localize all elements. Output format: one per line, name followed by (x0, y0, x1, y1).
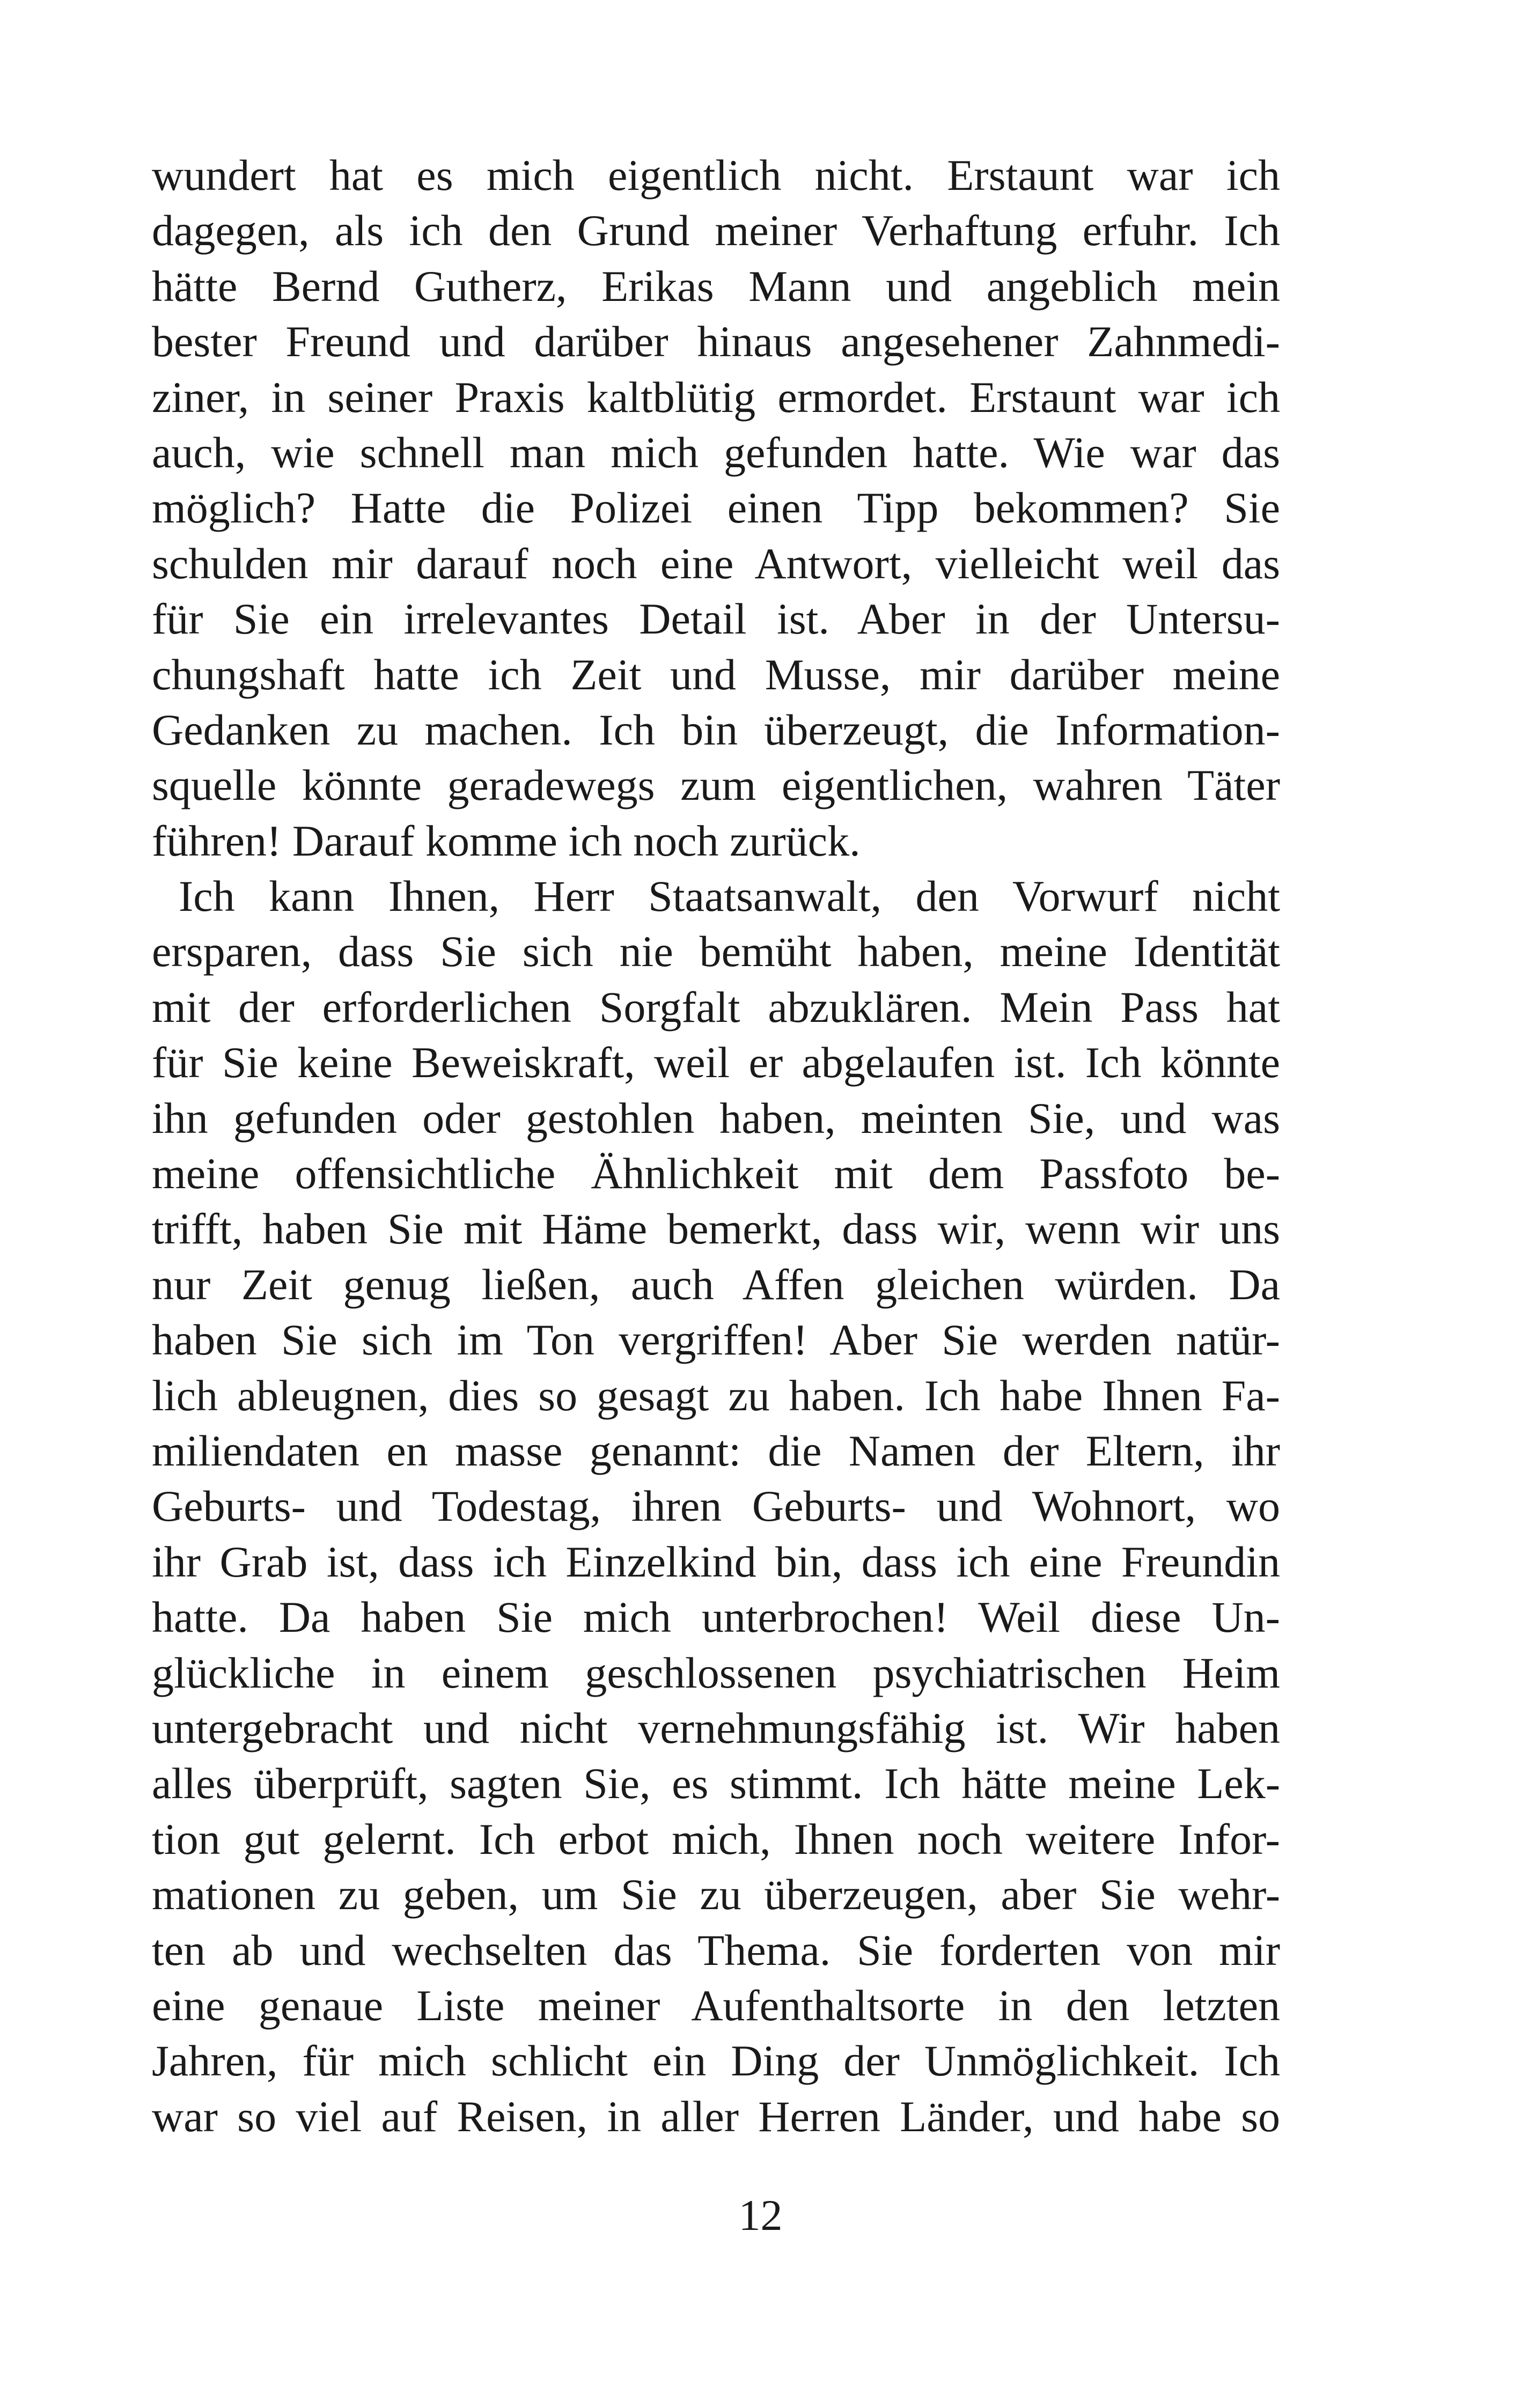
text-line: glückliche in einem geschlossenen psychiatrischen Heim (152, 1648, 1280, 1697)
paragraph-end-line: führen! Darauf komme ich noch zurück. (152, 816, 861, 865)
text-line: squelle könnte geradewegs zum eigentlichen, wahren Täter (152, 761, 1280, 810)
text-line: untergebracht und nicht vernehmungsfähig ist. Wir haben (152, 1703, 1280, 1752)
text-line: wundert hat es mich eigentlich nicht. Erstaunt war ich (152, 151, 1280, 200)
page-number: 12 (738, 2191, 783, 2240)
text-line: auch, wie schnell man mich gefunden hatte. Wie war das (152, 428, 1280, 477)
text-line: eine genaue Liste meiner Aufenthaltsorte in den letzten (152, 1980, 1280, 2030)
text-line: meine offensichtliche Ähnlichkeit mit dem Passfoto be- (152, 1149, 1280, 1198)
text-line: chungshaft hatte ich Zeit und Musse, mir darüber meine (152, 650, 1280, 699)
text-line: lich ableugnen, dies so gesagt zu haben. Ich habe Ihnen Fa- (152, 1371, 1280, 1420)
text-line: mationen zu geben, um Sie zu überzeugen, aber Sie wehr- (152, 1870, 1280, 1919)
text-line: hatte. Da haben Sie mich unterbrochen! Weil diese Un- (152, 1593, 1280, 1642)
text-line: bester Freund und darüber hinaus angesehener Zahnmedi- (152, 317, 1280, 366)
text-line: trifft, haben Sie mit Häme bemerkt, dass wir, wenn wir uns (152, 1204, 1280, 1254)
text-line: ihn gefunden oder gestohlen haben, meinten Sie, und was (152, 1093, 1280, 1143)
text-line: ersparen, dass Sie sich nie bemüht haben, meine Identität (152, 927, 1280, 976)
text-line: mit der erforderlichen Sorgfalt abzuklären. Mein Pass hat (152, 982, 1280, 1032)
text-line: Jahren, für mich schlicht ein Ding der Unmöglichkeit. Ich (152, 2036, 1280, 2086)
body-text (152, 148, 1280, 2144)
text-line: hätte Bernd Gutherz, Erikas Mann und angeblich mein (152, 261, 1280, 311)
paragraph-start-line: Ich kann Ihnen, Herr Staatsanwalt, den Vorwurf nicht (179, 872, 1280, 921)
text-line: alles überprüft, sagten Sie, es stimmt. Ich hätte meine Lek- (152, 1759, 1280, 1808)
text-line: Geburts- und Todestag, ihren Geburts- und Wohnort, wo (152, 1482, 1280, 1531)
text-line: für Sie ein irrelevantes Detail ist. Aber in der Untersu- (152, 594, 1280, 644)
text-line: möglich? Hatte die Polizei einen Tipp bekommen? Sie (152, 483, 1280, 533)
text-line: tion gut gelernt. Ich erbot mich, Ihnen noch weitere Infor- (152, 1814, 1280, 1864)
text-line: nur Zeit genug ließen, auch Affen gleichen würden. Da (152, 1260, 1280, 1309)
text-line: dagegen, als ich den Grund meiner Verhaftung erfuhr. Ich (152, 206, 1280, 255)
text-line: ziner, in seiner Praxis kaltblütig ermordet. Erstaunt war ich (152, 372, 1280, 422)
text-line: war so viel auf Reisen, in aller Herren Länder, und habe so (152, 2092, 1280, 2141)
text-line: ihr Grab ist, dass ich Einzelkind bin, dass ich eine Freundin (152, 1537, 1280, 1586)
text-line: haben Sie sich im Ton vergriffen! Aber Sie werden natür- (152, 1315, 1280, 1365)
text-line: schulden mir darauf noch eine Antwort, vielleicht weil das (152, 539, 1280, 588)
text-line: Gedanken zu machen. Ich bin überzeugt, die Information- (152, 705, 1280, 754)
text-line: miliendaten en masse genannt: die Namen der Eltern, ihr (152, 1426, 1280, 1475)
text-line: ten ab und wechselten das Thema. Sie forderten von mir (152, 1925, 1280, 1975)
text-line: für Sie keine Beweiskraft, weil er abgelaufen ist. Ich könnte (152, 1038, 1280, 1087)
